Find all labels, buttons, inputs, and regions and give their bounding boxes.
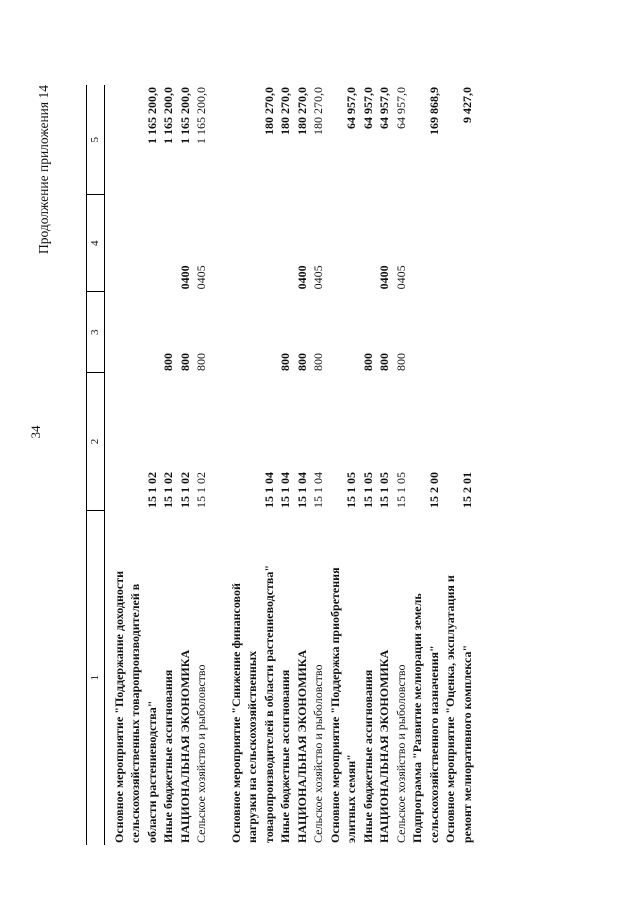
row-section: 0405 xyxy=(194,265,208,290)
row-code: 15 1 04 xyxy=(311,472,325,509)
row-section xyxy=(327,195,360,291)
row-code: 15 1 02 xyxy=(144,472,159,509)
row-sum: 64 957,0 xyxy=(344,87,358,129)
spacer-cell xyxy=(210,85,228,845)
table-row xyxy=(294,85,311,845)
row-name-line: Иные бюджетные ассигнования xyxy=(278,669,292,843)
row-section xyxy=(360,195,377,291)
table-row xyxy=(228,85,278,845)
header-col-3: 3 xyxy=(87,291,105,373)
row-sum: 9 427,0 xyxy=(459,87,474,123)
row-code: 15 1 02 xyxy=(177,472,192,509)
row-section xyxy=(442,195,475,291)
row-code: 15 1 05 xyxy=(344,472,358,509)
table-row xyxy=(393,85,410,845)
table-row xyxy=(277,85,294,845)
row-code: 15 1 05 xyxy=(393,472,408,509)
row-section xyxy=(228,195,278,291)
row-code: 15 1 02 xyxy=(194,472,208,509)
row-section: 0400 xyxy=(377,265,391,290)
row-name-line: сельскохозяйственных товаропроизводителей в xyxy=(128,583,142,843)
row-expense-type xyxy=(104,291,160,373)
table-row xyxy=(193,85,210,845)
row-name-line: Основное мероприятие "Поддержание доходности xyxy=(111,570,126,843)
row-name-line: Сельское хозяйство и рыболовство xyxy=(194,664,208,843)
row-expense-type: 800 xyxy=(278,352,292,371)
header-col-2: 2 xyxy=(87,373,105,510)
row-name xyxy=(294,510,311,845)
row-name xyxy=(228,510,278,845)
row-name-line: Основное мероприятие "Снижение финансовой xyxy=(228,583,243,843)
row-name-line: Сельское хозяйство и рыболовство xyxy=(311,664,325,843)
page-number: 34 xyxy=(28,425,43,439)
row-sum: 180 270,0 xyxy=(311,87,325,135)
row-name xyxy=(277,510,294,845)
row-name xyxy=(177,510,194,845)
row-name-line: элитных семян" xyxy=(344,754,358,843)
appendix-caption: Продолжение приложения 14 xyxy=(36,85,51,255)
row-section: 0400 xyxy=(177,265,192,290)
table-row xyxy=(376,85,393,845)
row-expense-type xyxy=(442,291,475,373)
table-row xyxy=(327,85,360,845)
row-name-line: НАЦИОНАЛЬНАЯ ЭКОНОМИКА xyxy=(294,649,309,843)
row-section: 0405 xyxy=(311,265,325,290)
row-name-line: НАЦИОНАЛЬНАЯ ЭКОНОМИКА xyxy=(377,649,391,843)
table-row xyxy=(177,85,194,845)
row-expense-type xyxy=(228,291,278,373)
row-section xyxy=(160,195,177,291)
row-name-line: Подпрограмма "Развитие мелиорации земель xyxy=(410,593,424,843)
row-sum: 64 957,0 xyxy=(377,87,391,129)
row-name xyxy=(160,510,177,845)
row-name xyxy=(409,510,442,845)
row-sum: 169 868,9 xyxy=(426,87,441,135)
row-section: 0400 xyxy=(294,265,309,290)
header-col-1: 1 xyxy=(87,510,105,845)
row-expense-type: 800 xyxy=(294,352,309,371)
row-sum: 1 165 200,0 xyxy=(161,87,175,144)
row-sum: 1 165 200,0 xyxy=(194,87,208,144)
row-sum: 64 957,0 xyxy=(360,87,375,129)
row-name-line: товаропроизводителей в области растениеводства" xyxy=(261,564,276,843)
table-row xyxy=(310,85,327,845)
spacer-row xyxy=(210,85,228,845)
row-sum: 180 270,0 xyxy=(294,87,309,135)
row-sum: 180 270,0 xyxy=(278,87,292,135)
row-expense-type xyxy=(327,291,360,373)
row-name xyxy=(393,510,410,845)
row-section xyxy=(277,195,294,291)
row-sum: 1 165 200,0 xyxy=(177,87,192,144)
row-section xyxy=(409,195,442,291)
row-name-line: Иные бюджетные ассигнования xyxy=(360,669,375,843)
row-name xyxy=(193,510,210,845)
row-sum: 180 270,0 xyxy=(261,87,276,135)
row-code: 15 1 05 xyxy=(377,472,391,509)
row-expense-type xyxy=(409,291,442,373)
row-name-line: Основное мероприятие "Оценка, эксплуатация и xyxy=(443,575,457,843)
row-name-line: Сельское хозяйство и рыболовство xyxy=(393,664,408,843)
table-body xyxy=(104,85,475,845)
table-row xyxy=(409,85,442,845)
row-code: 15 1 04 xyxy=(261,472,276,509)
table-header-row xyxy=(87,85,105,845)
row-expense-type: 800 xyxy=(311,352,325,371)
row-name-line: области растениеводства" xyxy=(144,700,159,843)
row-name xyxy=(310,510,327,845)
table-row xyxy=(160,85,177,845)
row-name xyxy=(327,510,360,845)
row-code: 15 2 01 xyxy=(459,472,474,509)
row-sum: 1 165 200,0 xyxy=(144,87,159,144)
row-name xyxy=(360,510,377,845)
header-col-5: 5 xyxy=(87,85,105,195)
table-row xyxy=(442,85,475,845)
row-expense-type: 800 xyxy=(377,352,391,371)
row-code: 15 1 05 xyxy=(360,472,375,509)
row-name-line: НАЦИОНАЛЬНАЯ ЭКОНОМИКА xyxy=(177,649,192,843)
row-expense-type: 800 xyxy=(177,352,192,371)
row-section xyxy=(104,195,160,291)
row-name xyxy=(442,510,475,845)
row-expense-type: 800 xyxy=(393,352,408,371)
row-code: 15 2 00 xyxy=(426,472,441,509)
table-row xyxy=(360,85,377,845)
row-name xyxy=(376,510,393,845)
row-code: 15 1 04 xyxy=(294,472,309,509)
row-name-line: нагрузки на сельскохозяйственных xyxy=(245,650,259,843)
row-section: 0405 xyxy=(393,265,408,290)
header-col-4: 4 xyxy=(87,195,105,291)
row-name-line: ремонт мелиоративного комплекса" xyxy=(459,644,474,843)
row-name-line: Основное мероприятие "Поддержка приобретения xyxy=(327,567,342,843)
row-expense-type: 800 xyxy=(360,352,375,371)
row-code: 15 1 04 xyxy=(278,472,292,509)
row-name-line: сельскохозяйственного назначения" xyxy=(426,645,441,843)
row-name xyxy=(104,510,160,845)
row-name-line: Иные бюджетные ассигнования xyxy=(161,669,175,843)
row-expense-type: 800 xyxy=(194,352,208,371)
row-expense-type: 800 xyxy=(161,352,175,371)
budget-table xyxy=(86,85,475,845)
row-sum: 64 957,0 xyxy=(393,87,408,129)
table-row xyxy=(104,85,160,845)
row-code: 15 1 02 xyxy=(161,472,175,509)
